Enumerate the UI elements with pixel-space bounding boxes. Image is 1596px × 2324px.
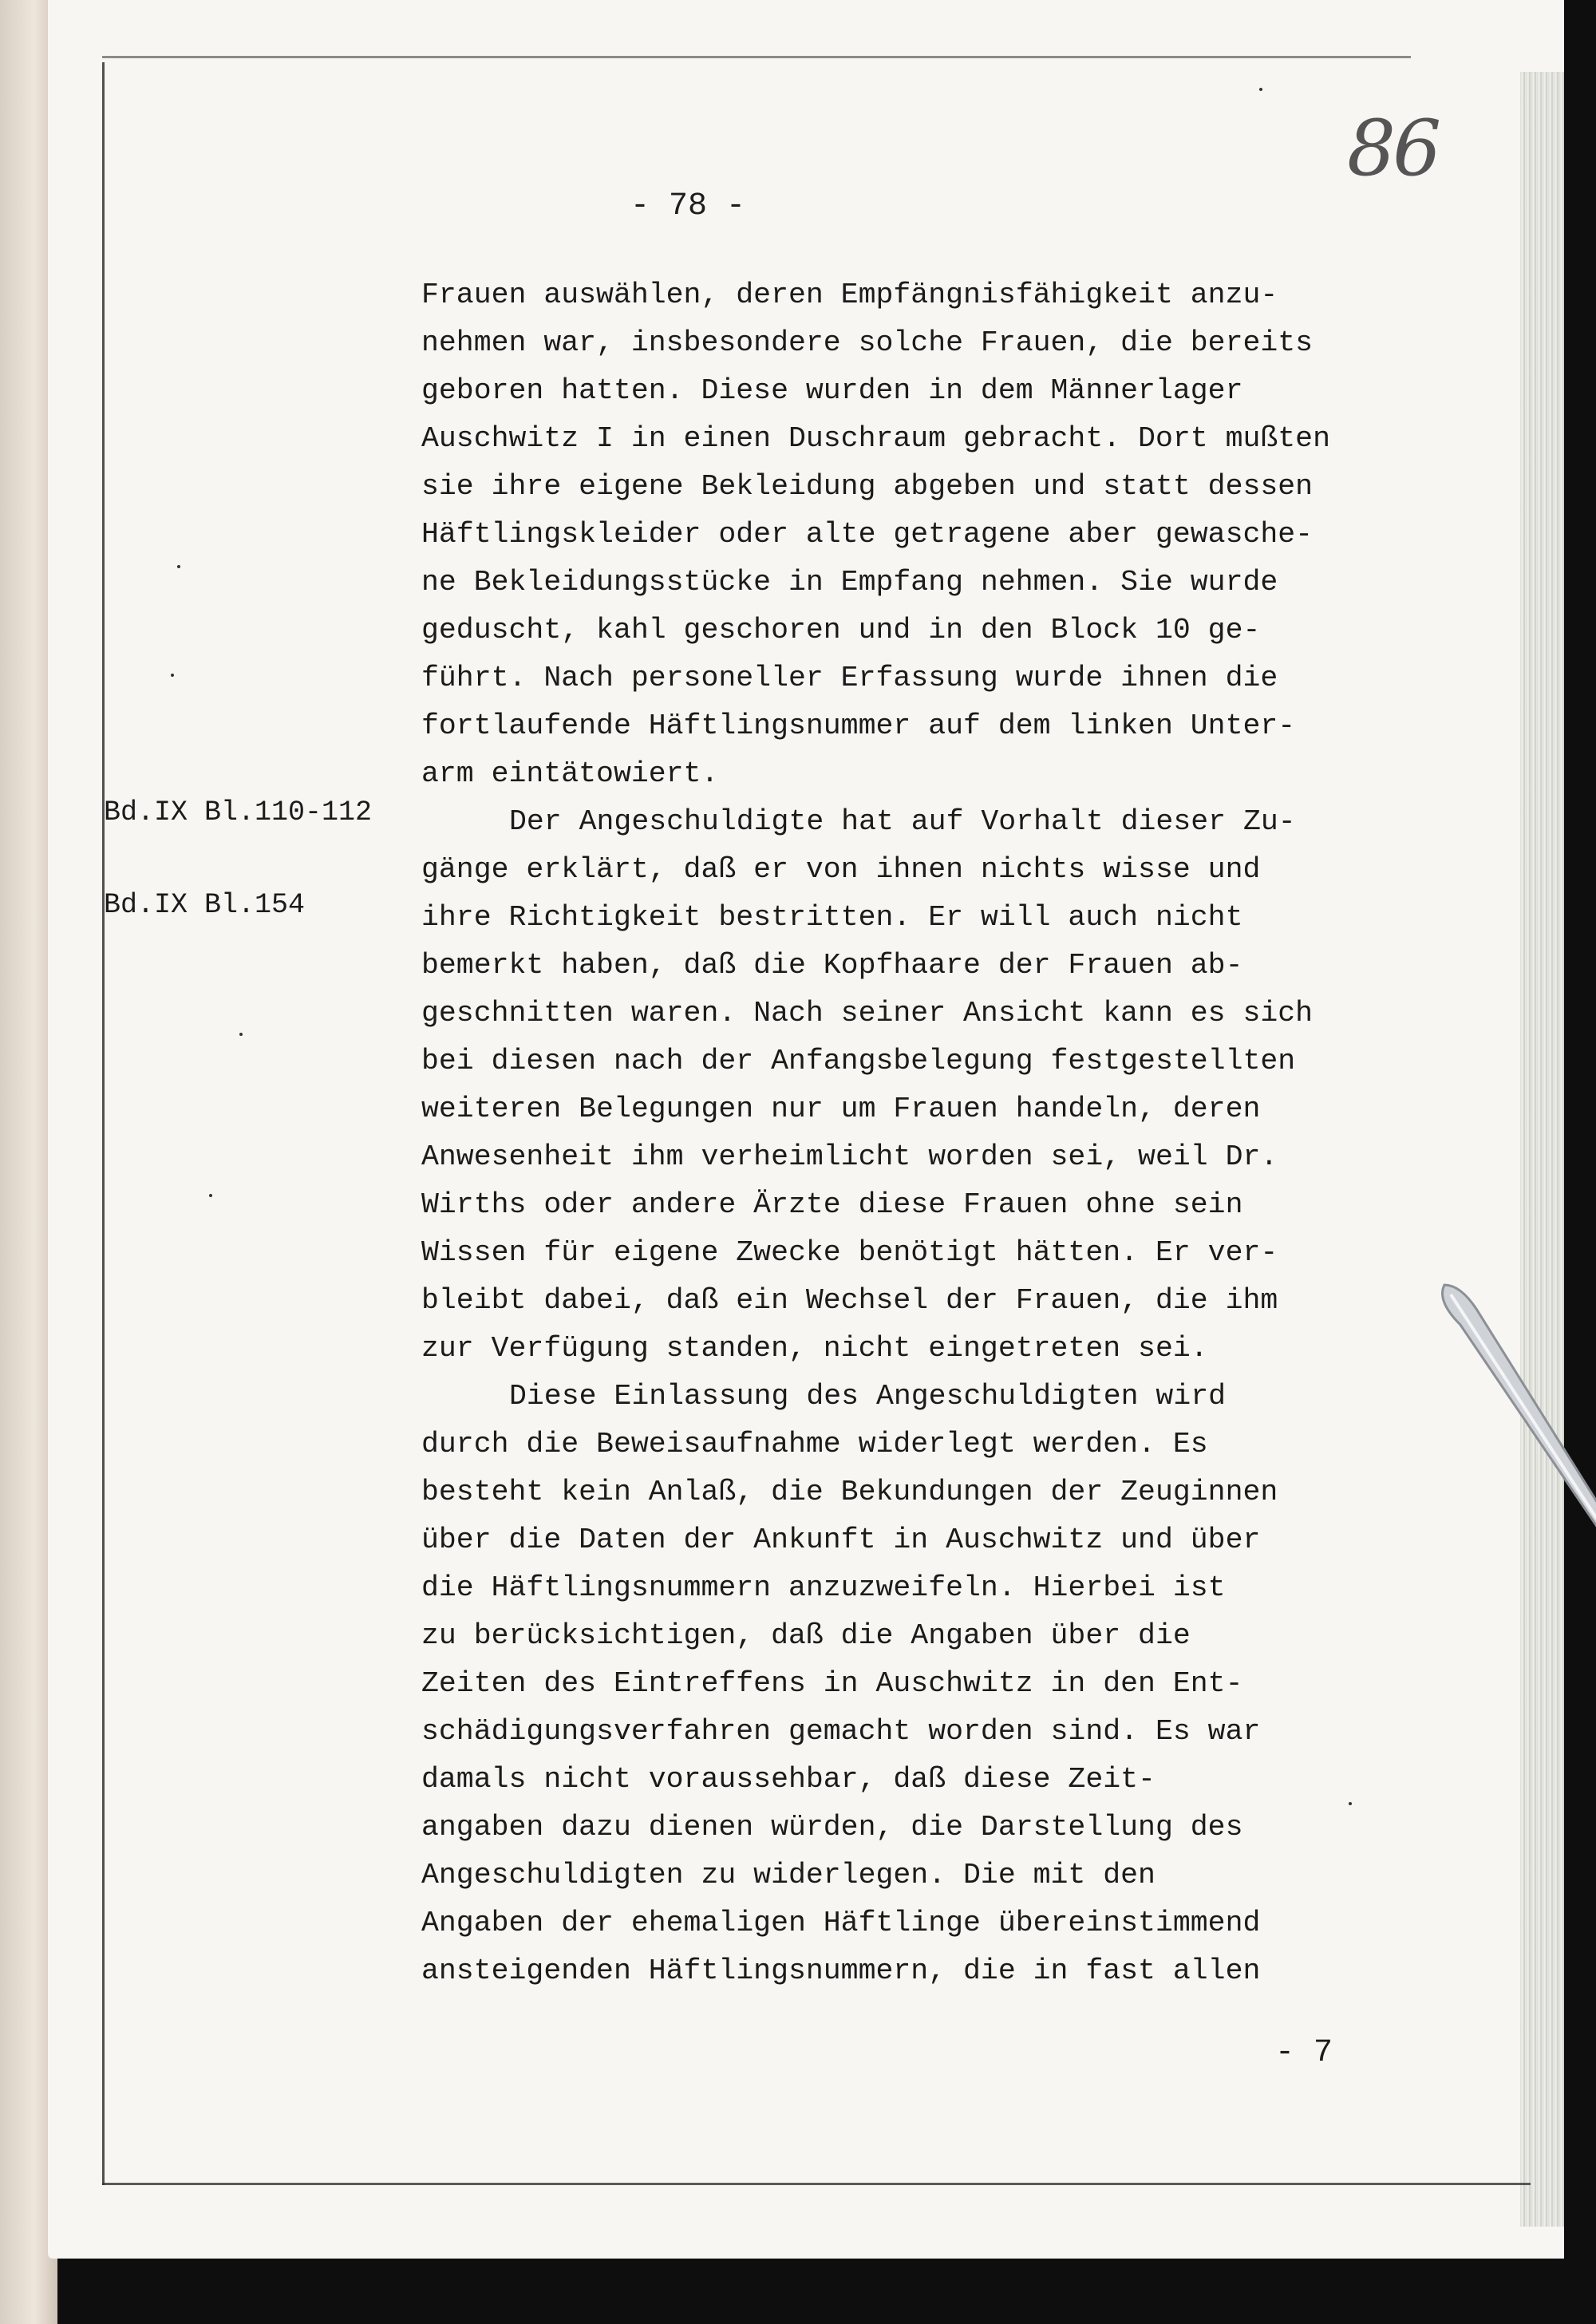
text-line: ihre Richtigkeit bestritten. Er will auch nicht [421, 901, 1243, 934]
margin-reference-note: Bd.IX Bl.110-112 [104, 796, 373, 828]
text-line: bei diesen nach der Anfangsbelegung festgestellten [421, 1045, 1296, 1077]
text-line: ne Bekleidungsstücke in Empfang nehmen. Sie wurde [421, 566, 1278, 599]
scan-speck [209, 1194, 212, 1197]
text-line: weiteren Belegungen nur um Frauen handeln, deren [421, 1093, 1261, 1125]
scan-speck [177, 565, 180, 568]
scan-speck [1349, 1802, 1352, 1805]
text-line: zur Verfügung standen, nicht eingetreten sei. [421, 1332, 1208, 1365]
text-line: Angaben der ehemaligen Häftlinge übereinstimmend [421, 1907, 1261, 1939]
text-line: Anwesenheit ihm verheimlicht worden sei, weil Dr. [421, 1140, 1278, 1173]
tweezers-icon [1428, 1277, 1596, 1580]
text-line: fortlaufende Häftlingsnummer auf dem linken Unter- [421, 709, 1296, 742]
frame-line-left [102, 62, 105, 2185]
next-page-marker: - 7 [1275, 2035, 1333, 2071]
scan-speck [239, 1033, 243, 1036]
scan-speck [1259, 88, 1262, 91]
text-line: bemerkt haben, daß die Kopfhaare der Frauen ab- [421, 949, 1243, 982]
frame-line-top [102, 56, 1411, 58]
text-line: arm eintätowiert. [421, 757, 719, 790]
text-line: Frauen auswählen, deren Empfängnisfähigkeit anzu- [421, 279, 1278, 311]
scan-speck [171, 674, 174, 677]
text-line: gänge erklärt, daß er von ihnen nichts wisse und [421, 853, 1261, 886]
text-line: Auschwitz I in einen Duschraum gebracht. Dort mußten [421, 422, 1330, 455]
text-line: führt. Nach personeller Erfassung wurde ihnen die [421, 662, 1278, 694]
text-line: zu berücksichtigen, daß die Angaben über die [421, 1619, 1191, 1652]
page-edges [1520, 72, 1564, 2227]
text-line: nehmen war, insbesondere solche Frauen, die bereits [421, 326, 1314, 359]
text-line: über die Daten der Ankunft in Auschwitz und über [421, 1524, 1261, 1556]
frame-line-bottom [102, 2183, 1531, 2185]
text-line: sie ihre eigene Bekleidung abgeben und statt dessen [421, 470, 1314, 503]
text-line: Wirths oder andere Ärzte diese Frauen ohne sein [421, 1188, 1243, 1221]
text-line: Zeiten des Eintreffens in Auschwitz in den Ent- [421, 1667, 1243, 1700]
text-line: damals nicht voraussehbar, daß diese Zeit- [421, 1763, 1156, 1796]
text-line: die Häftlingsnummern anzuzweifeln. Hierbei ist [421, 1571, 1226, 1604]
margin-reference-note: Bd.IX Bl.154 [104, 889, 306, 921]
text-line: Angeschuldigten zu widerlegen. Die mit den [421, 1859, 1156, 1891]
text-line: Diese Einlassung des Angeschuldigten wird [509, 1380, 1227, 1413]
text-line: Der Angeschuldigte hat auf Vorhalt dieser Zu- [509, 805, 1296, 838]
text-line: schädigungsverfahren gemacht worden sind. Es war [421, 1715, 1261, 1748]
text-line: Wissen für eigene Zwecke benötigt hätten. Er ver- [421, 1236, 1278, 1269]
text-line: angaben dazu dienen würden, die Darstellung des [421, 1811, 1243, 1844]
page-number: - 78 - [630, 188, 746, 224]
text-line: bleibt dabei, daß ein Wechsel der Frauen, die ihm [421, 1284, 1278, 1317]
text-line: besteht kein Anlaß, die Bekundungen der Zeuginnen [421, 1476, 1278, 1508]
text-line: durch die Beweisaufnahme widerlegt werden. Es [421, 1428, 1208, 1460]
text-line: Häftlingskleider oder alte getragene aber gewasche- [421, 518, 1314, 551]
text-line: geduscht, kahl geschoren und in den Block 10 ge- [421, 614, 1261, 646]
text-line: geboren hatten. Diese wurden in dem Männerlager [421, 374, 1243, 407]
text-line: geschnitten waren. Nach seiner Ansicht kann es sich [421, 997, 1314, 1030]
body-text [421, 271, 1451, 1995]
handwritten-folio-number: 86 [1347, 104, 1439, 193]
text-line: ansteigenden Häftlingsnummern, die in fast allen [421, 1954, 1261, 1987]
